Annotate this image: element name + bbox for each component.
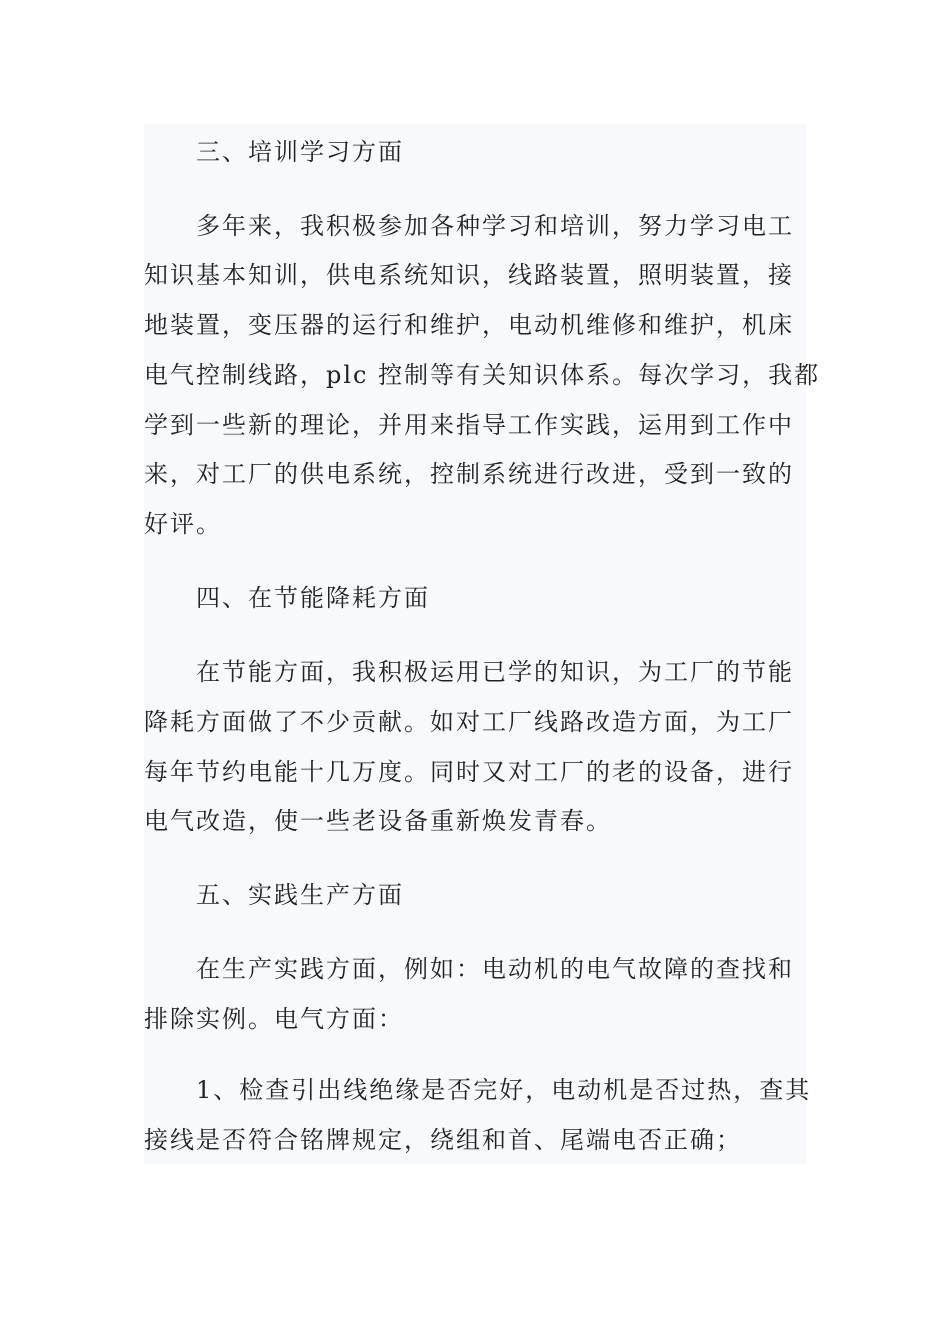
paragraph-line: 好评。 xyxy=(144,510,222,538)
paragraph-line: 电气改造，使一些老设备重新焕发青春。 xyxy=(144,807,612,835)
list-item-line: 1、检查引出线绝缘是否完好，电动机是否过热，查其 xyxy=(196,1076,812,1104)
list-item-line: 接线是否符合铭牌规定，绕组和首、尾端电否正确； xyxy=(144,1126,742,1154)
paragraph-line: 来，对工厂的供电系统，控制系统进行改进，受到一致的 xyxy=(144,460,794,488)
paragraph-line: 多年来，我积极参加各种学习和培训，努力学习电工 xyxy=(196,212,794,240)
section-heading-energy-saving: 四、在节能降耗方面 xyxy=(196,584,430,612)
paragraph-line: 学到一些新的理论，并用来指导工作实践，运用到工作中 xyxy=(144,411,794,439)
paragraph-line: 知识基本知训，供电系统知识，线路装置，照明装置，接 xyxy=(144,261,794,289)
paragraph-line: 在节能方面，我积极运用已学的知识，为工厂的节能 xyxy=(196,658,794,686)
section-heading-practice: 五、实践生产方面 xyxy=(196,881,404,909)
paragraph-line: 每年节约电能十几万度。同时又对工厂的老的设备，进行 xyxy=(144,758,794,786)
paragraph-line: 降耗方面做了不少贡献。如对工厂线路改造方面，为工厂 xyxy=(144,708,794,736)
paragraph-line: 在生产实践方面，例如：电动机的电气故障的查找和 xyxy=(196,955,794,983)
paragraph-line: 电气控制线路，plc 控制等有关知识体系。每次学习，我都 xyxy=(144,361,821,389)
paragraph-line: 地装置，变压器的运行和维护，电动机维修和维护，机床 xyxy=(144,311,794,339)
paragraph-line: 排除实例。电气方面： xyxy=(144,1005,404,1033)
document-body xyxy=(144,124,821,1164)
section-heading-training: 三、培训学习方面 xyxy=(196,138,404,166)
